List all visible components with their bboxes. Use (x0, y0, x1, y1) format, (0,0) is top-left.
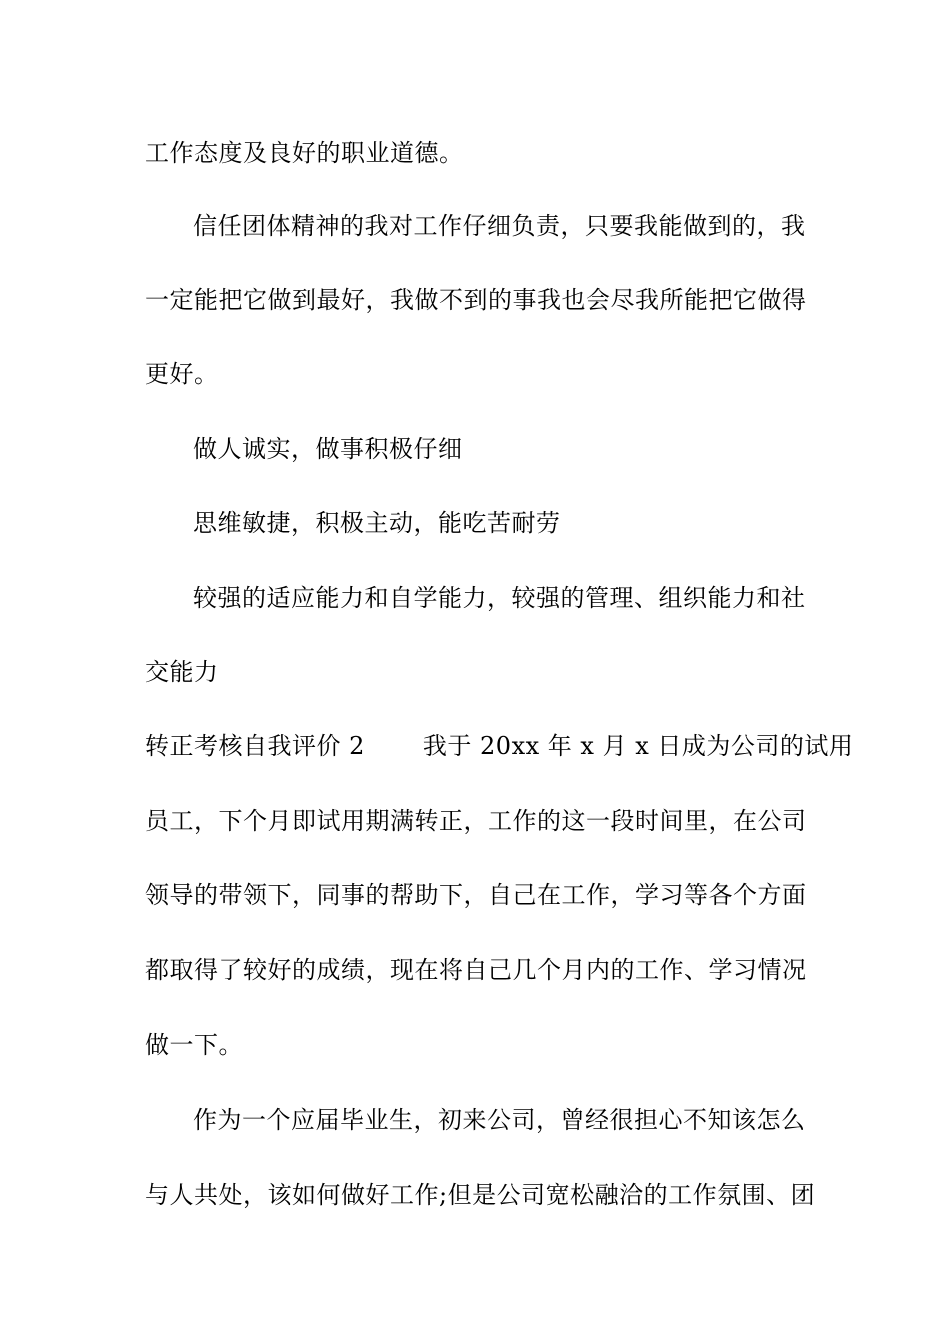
text-line: 较强的适应能力和自学能力，较强的管理、组织能力和社 (193, 584, 806, 612)
text-line: 领导的带领下，同事的帮助下，自己在工作，学习等各个方面 (145, 881, 807, 909)
section-title: 转正考核自我评价 2 (145, 732, 365, 760)
text-line: 作为一个应届毕业生，初来公司，曾经很担心不知该怎么 (193, 1106, 806, 1134)
text-line: 工作态度及良好的职业道德。 (145, 139, 464, 167)
text-line-mixed (145, 731, 854, 761)
text-line: 做一下。 (145, 1031, 243, 1059)
text-line: 与人共处，该如何做好工作;但是公司宽松融洽的工作氛围、团 (145, 1181, 816, 1209)
text-line: 一定能把它做到最好，我做不到的事我也会尽我所能把它做得 (145, 286, 807, 314)
text-line: 信任团体精神的我对工作仔细负责，只要我能做到的，我 (193, 212, 806, 240)
text-line: 思维敏捷，积极主动，能吃苦耐劳 (193, 509, 561, 537)
text-line: 员工，下个月即试用期满转正，工作的这一段时间里，在公司 (145, 807, 807, 835)
text-line: 都取得了较好的成绩，现在将自己几个月内的工作、学习情况 (145, 956, 807, 984)
text-segment: 我于 20xx 年 x 月 x 日成为公司的试用 (422, 732, 854, 760)
text-line: 更好。 (145, 360, 219, 388)
text-line: 交能力 (145, 658, 219, 686)
text-line: 做人诚实，做事积极仔细 (193, 435, 463, 463)
